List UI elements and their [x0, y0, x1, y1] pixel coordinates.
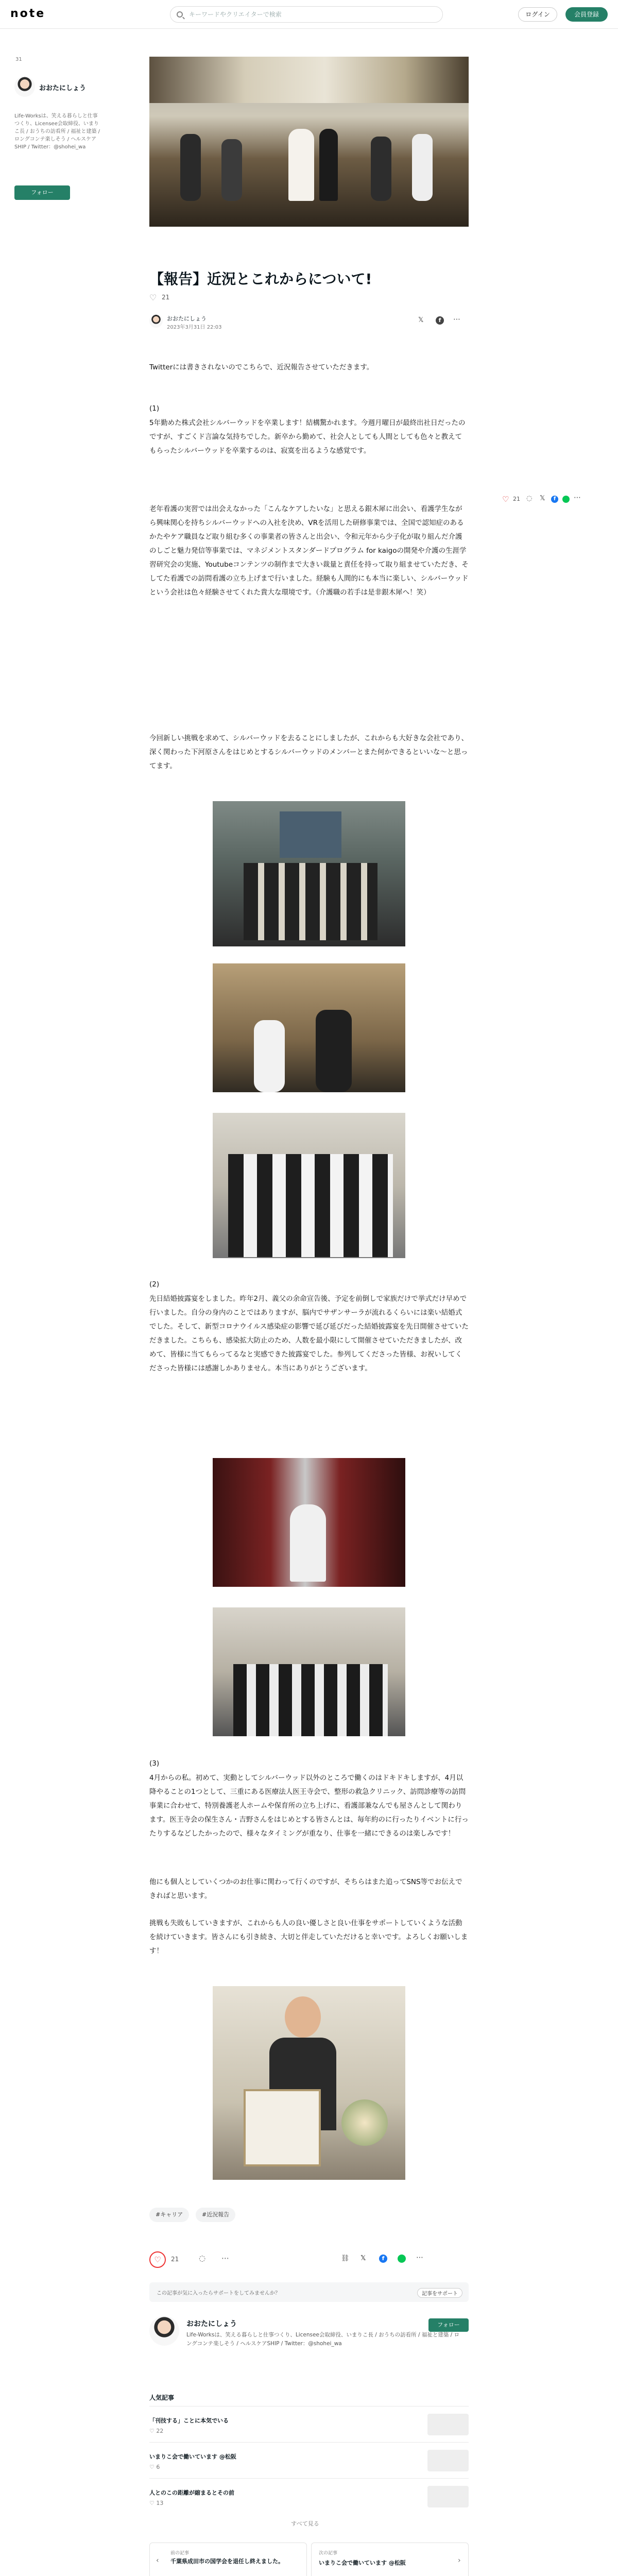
chevron-right-icon: › [458, 2556, 461, 2565]
popular-item-3-title[interactable]: 人とのこの距離が縮まるとその前 [149, 2489, 234, 2496]
section2-heading: (2) [149, 1280, 160, 1289]
article-title: 【報告】近況とこれからについて! [149, 270, 372, 287]
support-prompt: この記事が気に入ったらサポートをしてみませんか？ [157, 2291, 280, 2296]
share-x-icon[interactable]: 𝕏 [360, 2255, 366, 2262]
popular-item-2-like-count: 6 [156, 2464, 160, 2470]
tag-report[interactable]: #近況報告 [196, 2208, 235, 2222]
author-avatar[interactable] [14, 76, 35, 97]
prev-article-title: 千葉県成田市の国学会を退任し終えました。 [170, 2558, 284, 2565]
chevron-left-icon: ‹ [156, 2556, 159, 2565]
more-options-icon[interactable]: ⋯ [221, 2253, 229, 2263]
popular-item-1-like-count: 22 [156, 2428, 164, 2434]
author-card-name[interactable]: おおたにしょう [186, 2320, 237, 2328]
section1-heading: (1) [149, 404, 160, 413]
support-banner [149, 2282, 469, 2302]
x-share-icon[interactable]: 𝕏 [418, 316, 424, 324]
group-photo-2 [213, 963, 405, 1092]
popular-item-2-title[interactable]: いまりこ会で働いています @松阪 [149, 2453, 236, 2460]
float-facebook-icon[interactable]: f [551, 496, 558, 503]
more-icon[interactable]: ⋯ [453, 315, 460, 324]
author-card-follow-button[interactable]: フォロー [428, 2318, 469, 2332]
signup-button[interactable]: 会員登録 [565, 7, 608, 22]
share-facebook-icon[interactable]: f [379, 2255, 387, 2263]
section3-paragraph-3: 挑戦も失敗もしていきますが、これからも人の良い優しさと良い仕事をサポートしていくような活動を続けていきます。皆さんにも引き続き、大切と伴走していただけると幸いです。よろしくお願いします！ [149, 1919, 468, 1955]
sidebar-author-name[interactable]: おおたにしょう [39, 84, 87, 92]
sidebar-follow-button[interactable]: フォロー [14, 185, 70, 200]
float-x-icon[interactable]: 𝕏 [540, 495, 545, 502]
float-line-icon[interactable] [562, 496, 570, 503]
search-icon [177, 11, 183, 18]
support-button[interactable]: 記事をサポート [417, 2288, 462, 2298]
sidebar-label: 31 [15, 57, 22, 62]
popular-item-2-likes: ♡ 6 [149, 2464, 160, 2470]
login-button[interactable]: ログイン [518, 7, 557, 22]
next-article-label: 次の記事 [319, 2551, 338, 2556]
float-like-count: 21 [513, 496, 520, 502]
popular-item-2-thumb[interactable] [427, 2450, 469, 2471]
hero-wedding-photo [149, 57, 469, 227]
article-author-avatar[interactable] [149, 314, 163, 328]
link-icon[interactable]: ⛓ [341, 2255, 350, 2262]
sidebar-author-bio: Life-Worksは、笑える暮らしと仕事つくり、Licensee会取締役、いまりこ長 / おうちの訪看所 / 福祉と建築 / ロングコンテ楽しそう / ヘルスケアSHIP / Twitter：@shohei_wa [14, 113, 100, 150]
site-header [0, 0, 618, 29]
like-button-count: 21 [171, 2256, 179, 2263]
author-card-avatar[interactable] [149, 2316, 179, 2346]
popular-see-all-link[interactable]: すべて見る [291, 2520, 319, 2527]
wedding-photo-1 [213, 1458, 405, 1587]
float-comment-icon[interactable]: ◌ [526, 495, 533, 502]
next-article-title: いまりこ会で働いています @松阪 [319, 2560, 406, 2566]
section1-paragraph-1: 5年勤めた株式会社シルバーウッドを卒業します！結構驚かれます。今週月曜日が最終出社日だったのですが、すごくド言論な気持ちでした。新卒から勤めて、社会人としても人間としても色々と教えてもらったシルバーウッドを卒業するのは、寂寞を出るような感覚です。 [149, 419, 466, 455]
portrait-with-bouquet-photo [213, 1986, 405, 2180]
share-more-icon[interactable]: ⋯ [416, 2253, 423, 2262]
section1-paragraph-2: 老年看護の実習では出会えなかった「こんなケアしたいな」と思える銀木犀に出会い、看護学生ながら興味関心を持ちシルバーウッドへの入社を決め、VRを活用した研修事業では、全国で認知症のあるかたやケア職員など取り組む多くの事業者の皆さんと出会い、令和元年から少子化が取り組んだ介護のしごと魅力発信等事業では、マネジメントスタンダードプログラム for kaigoの開発や介護の生涯学習研究会の実施、Youtubeコンテンツの制作まで大きい裁量と責任を持って取り組ませていただき、そしてた看護での訪問看護の立ち上げまで行いました。経験も人間的にも本当に楽しい、シルバーウッドという会社は色々経験させてくれた貴大な環境です。（介護職の若手は是非銀木犀へ！笑） [149, 505, 469, 597]
prev-article-card[interactable] [149, 2543, 307, 2576]
wedding-photo-2 [213, 1607, 405, 1736]
search-input[interactable] [170, 6, 443, 23]
popular-item-3-like-count: 13 [156, 2500, 164, 2506]
popular-item-1-title[interactable]: 「刊技する」ことに本気でいる [149, 2417, 229, 2424]
note-logo[interactable]: note [10, 7, 46, 20]
heart-icon[interactable]: ♡ [149, 293, 157, 302]
facebook-icon[interactable]: f [436, 316, 444, 325]
popular-item-3-likes: ♡ 13 [149, 2500, 164, 2506]
popular-item-1-likes: ♡ 22 [149, 2428, 164, 2434]
float-heart-icon[interactable]: ♡ [502, 495, 509, 504]
tag-career[interactable]: #キャリア [149, 2208, 189, 2222]
like-button[interactable]: ♡ [149, 2251, 166, 2268]
prev-article-label: 前の記事 [170, 2551, 190, 2556]
popular-item-3-thumb[interactable] [427, 2486, 469, 2507]
popular-item-1-thumb[interactable] [427, 2414, 469, 2435]
author-card-bio: Life-Worksは、笑える暮らしと仕事つくり、Licensee会取締役、いまりこ長 / おうちの訪看所 / 福祉と建築 / ロングコンテ楽しそう / ヘルスケアSHIP / Twitter：@shohei_wa [186, 2332, 460, 2347]
section2-paragraph: 先日結婚披露宴をしました。昨年2月、義父の余命宣告後、予定を前倒しで家族だけで挙式だけ早めで行いました。自分の身内のことではありますが、脳内でサザンサーラが流れるくらいには楽い結婚式でした。そして、新型コロナウイルス感染症の影響で延び延びだった結婚披露宴を先日開催させていただきました。こちらも、感染拡大防止のため、人数を最小限にして開催させていただきましたが、改めて、皆様に当てもらってるなと実感できた披露宴でした。参列してくださった皆様、お祝いしてくださった皆様には感謝しかありません。本当にありがとうございます。 [149, 1295, 469, 1372]
group-photo-3 [213, 1113, 405, 1258]
section3-paragraph-2: 他にも個人としていくつかのお仕事に関わって行くのですが、そちらはまた追ってSNS等でお伝えできればと思います。 [149, 1878, 462, 1900]
section1-paragraph-3: 今回新しい挑戦を求めて、シルバーウッドを去ることにしましたが、これからも大好きな会社であり、深く関わった下河原さんをはじめとするシルバーウッドのメンバーとまた何かできるといいな〜と思ってます。 [149, 734, 469, 770]
share-line-icon[interactable] [398, 2255, 406, 2263]
section3-heading: (3) [149, 1759, 160, 1768]
float-more-icon[interactable]: ⋯ [574, 494, 581, 502]
popular-heading: 人気記事 [149, 2394, 175, 2401]
article-author-name[interactable]: おおたにしょう [167, 315, 207, 322]
article-date: 2023年3月31日 22:03 [167, 325, 222, 330]
comment-icon[interactable]: ◌ [199, 2253, 206, 2263]
intro-paragraph: Twitterには書きされないのでこちらで、近況報告させていただきます。 [149, 363, 374, 371]
group-photo-1 [213, 801, 405, 946]
like-count: 21 [162, 294, 170, 301]
next-article-card[interactable] [311, 2543, 469, 2576]
section3-paragraph-1: 4月からの私。初めて、実動としてシルバーウッド以外のところで働くのはドキドキしますが、4月以降やることの1つとして、三重にある医療法人医王寺会で、整形の救急クリニック、訪問診療等の訪問事業に合わせて、特別養護老人ホームや保育所の立ち上げに、看護部兼なんでも屋さんとして関わります。医王寺会の保生さん・吉野さんをはじめとする皆さんとは、毎年約のに行ったりイベントに行ったりするなどしたかったので、様々なタイミングが重なり、仕事を一緒にできるのは楽しみです！ [149, 1774, 469, 1838]
search-placeholder: キーワードやクリエイターで検索 [189, 11, 282, 18]
